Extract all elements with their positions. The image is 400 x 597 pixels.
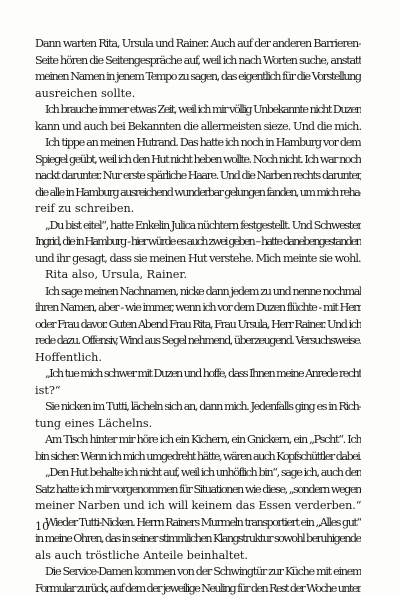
text-line: Am Tisch hinter mir höre ich ein Kichern, ein Gnickern, ein „Pscht“. Ich <box>35 432 361 449</box>
text-line: Rita also, Ursula, Rainer. <box>35 267 361 284</box>
text-line: in meine Ohren, das in seiner stimmlichen Klangstruktur sowohl beruhigende <box>35 531 361 548</box>
text-line: und ihr gesagt, dass sie meinen Hut verstehe. Mich meinte sie wohl. <box>35 251 361 268</box>
text-line: nackt darunter. Nur erste spärliche Haare. Und die Narben rechts darunter, <box>35 168 361 185</box>
text-line: ihren Namen, aber - wie immer, wenn ich vor dem Duzen flüchte - mit Herr <box>35 300 361 317</box>
text-line: bin sicher: Wenn ich mich umgedreht hätte, wären auch Kopfschüttler dabei. <box>35 449 361 466</box>
text-line: als auch tröstliche Anteile beinhaltet. <box>35 548 361 565</box>
text-line: Wieder Tutti-Nicken. Herrn Rainers Murmeln transportiert ein „Alles gut“ <box>35 515 361 532</box>
text-line: meinen Namen in jenem Tempo zu sagen, das eigentlich für die Vorstellung <box>35 69 361 86</box>
text-line: meiner Narben und ich will keinem das Essen verderben.“ <box>35 498 361 515</box>
text-line: Formular zurück, auf dem der jeweilige Neuling für den Rest der Woche unter <box>35 581 361 597</box>
page-number: 10 <box>35 520 49 533</box>
text-line: „Du bist eitel“, hatte Enkelin Julica nüchtern festgestellt. Und Schwester <box>35 218 361 235</box>
text-line: „Den Hut behalte ich nicht auf, weil ich unhöflich bin“, sage ich, auch den <box>35 465 361 482</box>
body-text <box>35 36 361 597</box>
text-line: die alle in Hamburg ausreichend wunderbar gelungen fanden, um mich reha- <box>35 185 361 202</box>
text-line: rede dazu. Offensiv, Wind aus Segel nehmend, überzeugend. Versuchsweise. <box>35 333 361 350</box>
text-line: Hoffentlich. <box>35 350 361 367</box>
text-line: tung eines Lächelns. <box>35 416 361 433</box>
text-line: Seite hören die Seitengespräche auf, weil ich nach Worten suche, anstatt <box>35 53 361 70</box>
text-line: Dann warten Rita, Ursula und Rainer. Auch auf der anderen Barrieren- <box>35 36 361 53</box>
text-line: ist?“ <box>35 383 361 400</box>
text-line: Ich brauche immer etwas Zeit, weil ich mir völlig Unbekannte nicht Duzen <box>35 102 361 119</box>
text-line: Spiegel geübt, weil ich den Hut nicht heben wollte. Noch nicht. Ich war noch <box>35 152 361 169</box>
text-line: oder Frau davor. Guten Abend Frau Rita, Frau Ursula, Herr Rainer. Und ich <box>35 317 361 334</box>
text-line: Ich tippe an meinen Hutrand. Das hatte ich noch in Hamburg vor dem <box>35 135 361 152</box>
text-line: ausreichen sollte. <box>35 86 361 103</box>
text-line: Ich sage meinen Nachnamen, nicke dann jedem zu und nenne nochmal <box>35 284 361 301</box>
text-line: kann und auch bei Bekannten die allermeisten sieze. Und die mich. <box>35 119 361 136</box>
text-line: Die Service-Damen kommen von der Schwingtür zur Küche mit einem <box>35 564 361 581</box>
text-line: Ingrid, die in Hamburg - hier würde es auch zwei geben – hatte danebengestanden <box>35 234 361 251</box>
text-line: reif zu schreiben. <box>35 201 361 218</box>
text-line: „Ich tue mich schwer mit Duzen und hoffe, dass Ihnen meine Anrede recht <box>35 366 361 383</box>
text-line: Satz hatte ich mir vorgenommen für Situationen wie diese, „sondern wegen <box>35 482 361 499</box>
text-line: Sie nicken im Tutti, lächeln sich an, dann mich. Jedenfalls ging es in Rich- <box>35 399 361 416</box>
